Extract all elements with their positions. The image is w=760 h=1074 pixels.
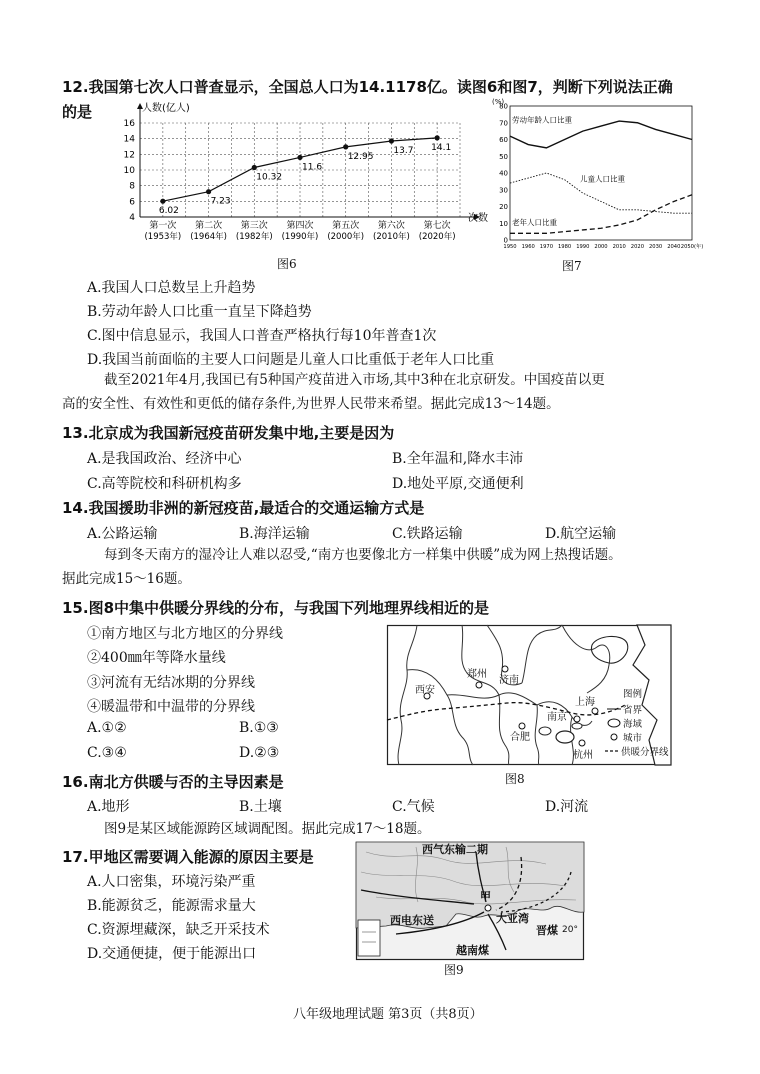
city-nanjing: 南京 <box>547 712 567 723</box>
page-footer: 八年级地理试题 第3页（共8页） <box>293 1007 483 1022</box>
population-point <box>297 155 302 160</box>
q15-item-2: ②400㎜年等降水量线 <box>87 650 226 666</box>
x-tick-year: (2010年) <box>373 232 410 242</box>
x-tick-label: 1990 <box>576 244 590 250</box>
intro-15-line1: 每到冬天南方的湿冷让人难以忍受,“南方也要像北方一样集中供暖”成为网上热搜话题。 <box>104 547 622 563</box>
y-tick-label: 0 <box>503 236 508 245</box>
q14-option-b: B.海洋运输 <box>239 526 310 542</box>
figure-8-caption: 图8 <box>505 772 525 786</box>
q12-option-b: B.劳动年龄人口比重一直呈下降趋势 <box>87 304 312 320</box>
series-label: 劳动年龄人口比重 <box>512 115 572 125</box>
figure-7-chart <box>492 96 704 256</box>
y-tick-label: 70 <box>499 119 508 128</box>
figure-9-caption: 图9 <box>444 963 464 977</box>
data-label: 12.95 <box>347 151 374 162</box>
label-west-gas: 西气东输二期 <box>422 843 488 856</box>
q16-stem: 16.南北方供暖与否的主导因素是 <box>62 773 284 791</box>
x-tick-year: (1982年) <box>235 232 273 242</box>
q13-option-c: C.高等院校和科研机构多 <box>87 476 242 492</box>
q16-option-b: B.土壤 <box>239 799 282 815</box>
data-label: 11.6 <box>302 162 323 173</box>
population-point <box>160 199 165 204</box>
figure-7-caption: 图7 <box>562 259 582 273</box>
y-tick-label: 16 <box>123 119 135 129</box>
population-point <box>206 189 211 194</box>
q12-option-c: C.图中信息显示，我国人口普查严格执行每10年普查1次 <box>87 328 437 344</box>
label-vietnam-coal: 越南煤 <box>456 944 489 957</box>
q14-option-c: C.铁路运输 <box>392 526 463 542</box>
x-tick-label: 第二次 <box>195 221 223 231</box>
x-tick-label: 1970 <box>539 244 554 250</box>
y-tick-label: 40 <box>499 169 508 178</box>
q13-option-b: B.全年温和,降水丰沛 <box>392 451 524 467</box>
legend-city: 城市 <box>623 733 643 744</box>
intro-15-line2: 据此完成15～16题。 <box>62 571 191 587</box>
figure-6-caption: 图6 <box>277 257 297 271</box>
q17-option-b: B.能源贫乏，能源需求量大 <box>87 898 256 914</box>
q15-option-b: B.①③ <box>239 720 279 736</box>
label-west-power: 西电东送 <box>390 914 434 927</box>
x-tick-label: 1980 <box>557 244 572 250</box>
figure-6-chart <box>100 99 500 259</box>
figure-9-map <box>356 842 584 960</box>
intro-13-line1: 截至2021年4月,我国已有5种国产疫苗进入市场,其中3种在北京研发。中国疫苗以更 <box>104 372 605 388</box>
y-tick-label: 8 <box>129 181 135 192</box>
x-tick-label: 1950 <box>503 244 517 250</box>
y-tick-label: 14 <box>123 134 135 145</box>
series-label: 老年人口比重 <box>512 217 557 227</box>
q16-option-d: D.河流 <box>545 799 589 815</box>
population-point <box>252 165 257 170</box>
city-hefei: 合肥 <box>510 732 530 743</box>
y-tick-label: 10 <box>499 219 508 228</box>
x-tick-year: (1990年) <box>281 232 319 242</box>
y-tick-label: 30 <box>499 186 508 195</box>
label-jin-coal: 晋煤 <box>536 924 558 937</box>
data-label: 6.02 <box>158 206 179 217</box>
intro-17: 图9是某区域能源跨区域调配图。据此完成17～18题。 <box>104 821 431 837</box>
q15-stem: 15.图8中集中供暖分界线的分布，与我国下列地理界线相近的是 <box>62 599 490 617</box>
q15-item-4: ④暖温带和中温带的分界线 <box>87 699 255 715</box>
q12-stem-line2: 的是 <box>62 103 93 121</box>
q13-option-d: D.地处平原,交通便利 <box>392 476 524 492</box>
y-tick-label: 60 <box>499 136 508 144</box>
data-label: 13.7 <box>393 146 414 157</box>
x-tick-label: 2050(年) <box>680 244 704 250</box>
x-tick-year: (1953年) <box>144 232 182 242</box>
city-jinan: 济南 <box>499 675 519 686</box>
series-line <box>510 121 692 148</box>
q14-option-d: D.航空运输 <box>545 526 617 542</box>
x-tick-year: (2020年) <box>418 232 456 242</box>
label-latitude: 20° <box>562 925 578 935</box>
x-axis-label: 次数 <box>468 213 488 224</box>
x-tick-label: 第三次 <box>240 221 268 231</box>
q15-option-c: C.③④ <box>87 745 127 761</box>
data-label: 7.23 <box>210 196 231 207</box>
y-axis-label: 人数(亿人) <box>142 103 190 114</box>
q15-item-1: ①南方地区与北方地区的分界线 <box>87 626 283 642</box>
x-tick-label: 2040 <box>667 244 681 250</box>
series-label: 儿童人口比重 <box>580 174 625 184</box>
x-tick-label: 2010 <box>612 244 626 250</box>
legend-title: 图例 <box>623 689 643 700</box>
population-point <box>389 138 394 143</box>
q16-option-c: C.气候 <box>392 799 435 815</box>
x-tick-label: 第四次 <box>286 221 314 231</box>
x-tick-label: 2030 <box>648 244 663 250</box>
data-label: 10.32 <box>256 172 283 183</box>
intro-13-line2: 高的安全性、有效性和更低的储存条件,为世界人民带来希望。据此完成13～14题。 <box>62 396 560 412</box>
city-xian: 西安 <box>415 685 435 696</box>
q16-option-a: A.地形 <box>87 799 130 815</box>
x-tick-label: 第六次 <box>377 221 405 231</box>
y-tick-label: 80 <box>499 102 508 111</box>
y-tick-label: 50 <box>499 152 508 161</box>
legend-heating-line: 供暖分界线 <box>621 747 669 758</box>
label-dayawan: 大亚湾 <box>496 912 529 925</box>
city-hangzhou: 杭州 <box>573 750 593 761</box>
y-tick-label: 6 <box>129 197 135 208</box>
legend-sea: 海域 <box>623 719 643 730</box>
y-tick-label: 4 <box>129 213 135 223</box>
q15-item-3: ③河流有无结冰期的分界线 <box>87 675 255 691</box>
label-jia: 甲 <box>480 890 491 903</box>
x-tick-label: 第五次 <box>332 221 360 231</box>
q17-option-a: A.人口密集，环境污染严重 <box>87 874 256 890</box>
city-zhengzhou: 郑州 <box>467 669 487 680</box>
x-tick-label: 1960 <box>521 244 535 250</box>
q12-stem-line1: 12.我国第七次人口普查显示，全国总人口为14.1178亿。读图6和图7，判断下列说法正确 <box>62 78 673 96</box>
y-axis-label: (%) <box>492 98 505 106</box>
y-tick-label: 10 <box>123 166 135 176</box>
city-shanghai: 上海 <box>575 697 595 708</box>
q14-stem: 14.我国援助非洲的新冠疫苗,最适合的交通运输方式是 <box>62 499 425 517</box>
q13-option-a: A.是我国政治、经济中心 <box>87 451 242 467</box>
q15-option-a: A.①② <box>87 720 127 736</box>
data-label: 14.1 <box>431 142 452 153</box>
q17-option-c: C.资源埋藏深，缺乏开采技术 <box>87 922 270 938</box>
y-tick-label: 20 <box>499 203 508 211</box>
x-tick-label: 第七次 <box>423 221 451 231</box>
x-tick-year: (1964年) <box>190 232 227 242</box>
x-tick-label: 2000 <box>594 244 608 250</box>
q12-option-a: A.我国人口总数呈上升趋势 <box>87 280 256 296</box>
series-line <box>510 195 692 234</box>
q17-option-d: D.交通便捷，便于能源出口 <box>87 946 257 962</box>
q13-stem: 13.北京成为我国新冠疫苗研发集中地,主要是因为 <box>62 424 395 442</box>
figure-8-map <box>387 625 671 765</box>
q17-stem: 17.甲地区需要调入能源的原因主要是 <box>62 848 314 866</box>
y-tick-label: 12 <box>123 150 135 161</box>
q14-option-a: A.公路运输 <box>87 526 158 542</box>
legend-province: 省界 <box>623 705 643 716</box>
population-point <box>435 135 440 140</box>
population-point <box>343 144 348 149</box>
x-tick-label: 2020 <box>630 244 645 250</box>
q12-option-d: D.我国当前面临的主要人口问题是儿童人口比重低于老年人口比重 <box>87 352 495 368</box>
x-tick-year: (2000年) <box>327 232 365 242</box>
q15-option-d: D.②③ <box>239 745 280 761</box>
x-tick-label: 第一次 <box>149 221 177 231</box>
